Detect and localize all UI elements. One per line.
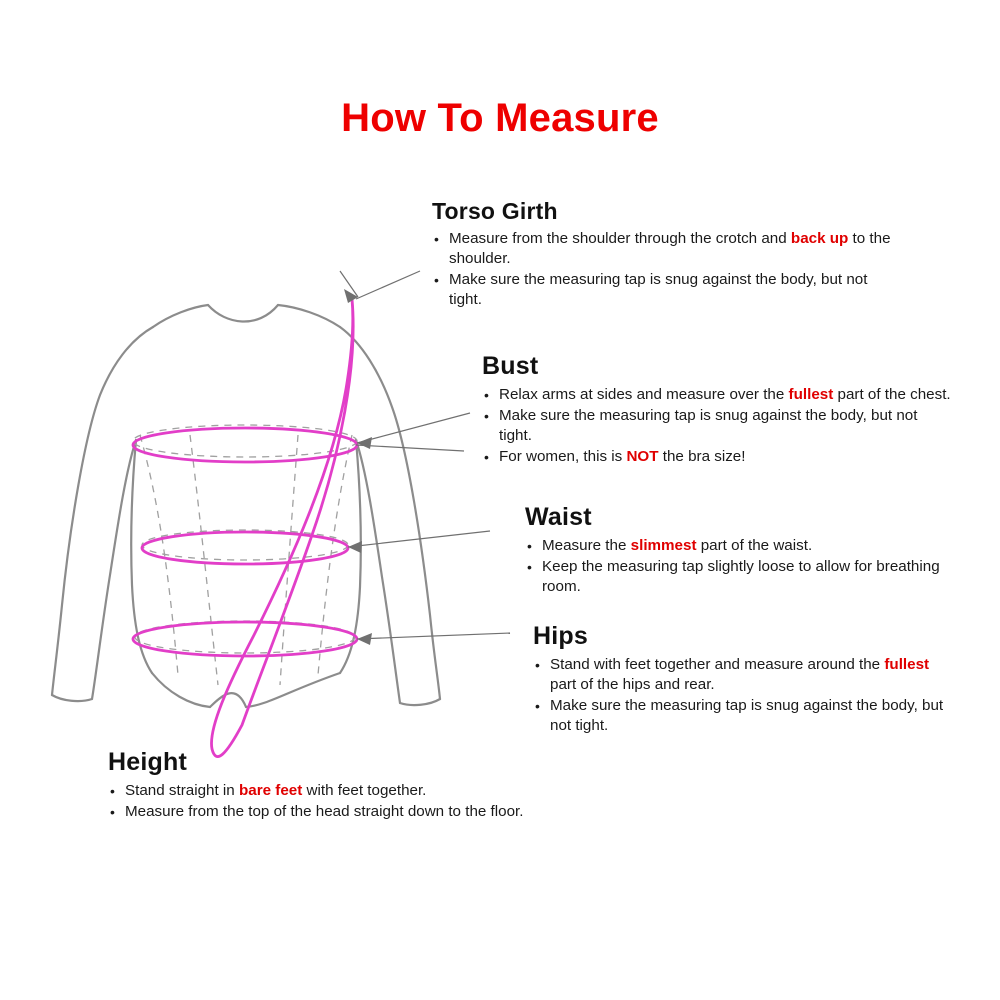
section-torso-girth (432, 198, 902, 311)
section-bullets-hips (533, 655, 953, 736)
highlighted-term: NOT (626, 448, 659, 465)
list-item: • Stand with feet together and measure around the fullest part of the hips and rear. (533, 655, 953, 695)
list-item: • Stand straight in bare feet with feet together. (108, 781, 668, 801)
highlighted-term: slimmest (630, 537, 697, 554)
list-item: • For women, this is NOT the bra size! (482, 447, 952, 467)
dashed-guide-lines (133, 425, 357, 685)
list-item: • Make sure the measuring tap is snug against the body, but not tight. (432, 270, 902, 310)
section-heading-torso-girth: Torso Girth (432, 198, 558, 224)
list-item: • Make sure the measuring tap is snug against the body, but not tight. (533, 696, 953, 736)
section-heading-bust: Bust (482, 352, 539, 380)
section-bullets-waist (525, 536, 965, 597)
highlighted-term: fullest (788, 386, 834, 403)
section-height (108, 748, 668, 823)
page-title: How To Measure (341, 96, 659, 140)
bust-tape-loop (133, 428, 357, 462)
list-item: • Make sure the measuring tap is snug against the body, but not tight. (482, 406, 952, 446)
section-bullets-torso-girth (432, 229, 902, 310)
list-item: • Keep the measuring tap slightly loose to allow for breathing room. (525, 557, 965, 597)
body-outline-icon (52, 305, 440, 707)
section-heading-waist: Waist (525, 503, 592, 531)
list-item: • Measure from the shoulder through the crotch and back up to the shoulder. (432, 229, 902, 269)
body-figure-diagram (40, 255, 520, 785)
list-item: • Measure the slimmest part of the waist. (525, 536, 965, 556)
section-bullets-bust (482, 385, 952, 467)
highlighted-term: fullest (884, 656, 930, 673)
torso-girth-loop (211, 299, 353, 757)
section-heading-hips: Hips (533, 622, 588, 650)
list-item: • Relax arms at sides and measure over the fullest part of the chest. (482, 385, 952, 405)
waist-tape-loop (142, 532, 348, 564)
list-item: • Measure from the top of the head straight down to the floor. (108, 802, 668, 822)
section-waist (525, 503, 965, 598)
section-heading-height: Height (108, 748, 187, 776)
section-hips (533, 622, 953, 737)
section-bullets-height (108, 781, 668, 822)
highlighted-term: bare feet (238, 782, 303, 799)
section-bust (482, 352, 952, 468)
